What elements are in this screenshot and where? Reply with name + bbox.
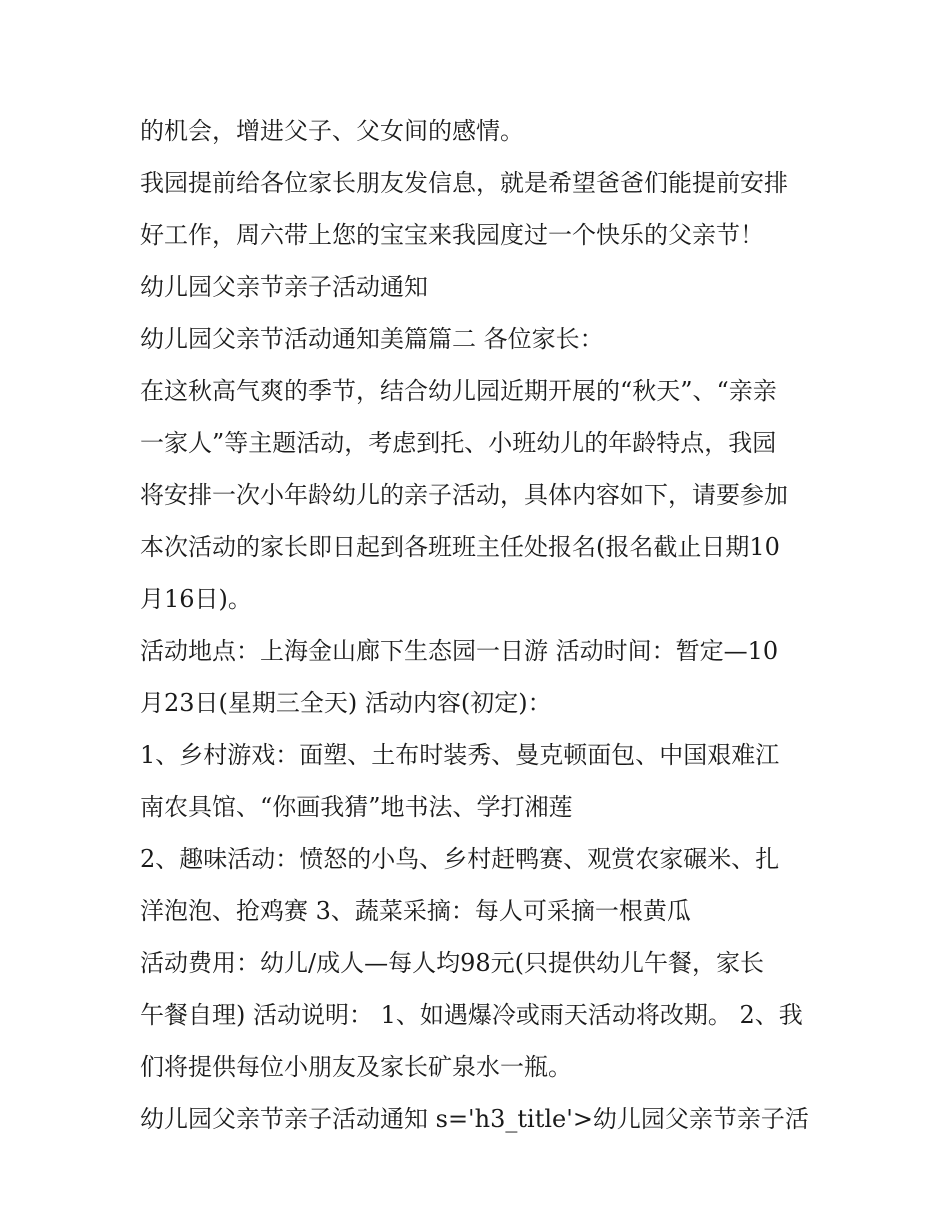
text-line: 洋泡泡、抢鸡赛 3、蔬菜采摘：每人可采摘一根黄瓜 bbox=[140, 897, 691, 925]
document-body bbox=[140, 105, 830, 1145]
text-line: 活动地点：上海金山廊下生态园一日游 活动时间：暂定—10 bbox=[140, 637, 779, 665]
text-line: 活动费用：幼儿/成人—每人均98元(只提供幼儿午餐，家长 bbox=[140, 949, 764, 977]
text-line: 2、趣味活动：愤怒的小鸟、乡村赶鸭赛、观赏农家碾米、扎 bbox=[140, 845, 780, 873]
text-line: 一家人”等主题活动，考虑到托、小班幼儿的年龄特点，我园 bbox=[140, 429, 777, 457]
text-line: 们将提供每位小朋友及家长矿泉水一瓶。 bbox=[140, 1053, 572, 1081]
text-line: 在这秋高气爽的季节，结合幼儿园近期开展的“秋天”、“亲亲 bbox=[140, 377, 777, 405]
text-line: 幼儿园父亲节活动通知美篇篇二 各位家长： bbox=[140, 325, 604, 353]
text-line: 好工作，周六带上您的宝宝来我园度过一个快乐的父亲节！ bbox=[140, 221, 764, 249]
text-line: 月16日)。 bbox=[140, 585, 252, 613]
section-title: 幼儿园父亲节亲子活动通知 bbox=[140, 273, 428, 301]
text-line: 我园提前给各位家长朋友发信息，就是希望爸爸们能提前安排 bbox=[140, 169, 788, 197]
text-line: 本次活动的家长即日起到各班班主任处报名(报名截止日期10 bbox=[140, 533, 780, 561]
text-line: 南农具馆、“你画我猜”地书法、学打湘莲 bbox=[140, 793, 573, 821]
text-line: 的机会，增进父子、父女间的感情。 bbox=[140, 117, 524, 145]
text-line: 幼儿园父亲节亲子活动通知 s='h3_title'>幼儿园父亲节亲子活 bbox=[140, 1105, 809, 1133]
text-line: 将安排一次小年龄幼儿的亲子活动，具体内容如下，请要参加 bbox=[140, 481, 788, 509]
text-line: 午餐自理) 活动说明： 1、如遇爆冷或雨天活动将改期。 2、我 bbox=[140, 1001, 803, 1029]
text-line: 月23日(星期三全天) 活动内容(初定)： bbox=[140, 689, 552, 717]
text-line: 1、乡村游戏：面塑、土布时装秀、曼克顿面包、中国艰难江 bbox=[140, 741, 780, 769]
